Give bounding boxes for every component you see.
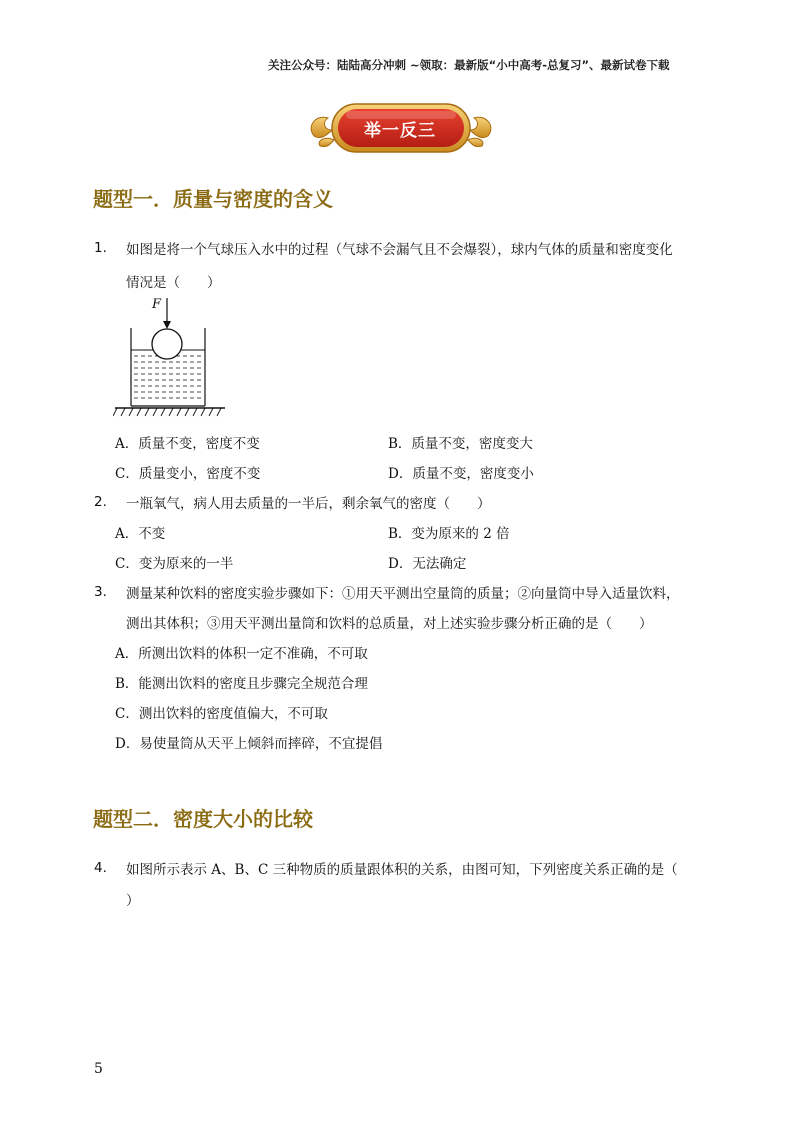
balloon-in-water-figure — [113, 294, 229, 422]
question-3-line-1: 测量某种饮料的密度实验步骤如下：①用天平测出空量筒的质量；②向量筒中导入适量饮料， — [126, 586, 680, 602]
water-hatching — [134, 356, 203, 398]
question-1-line-2: 情况是（ ） — [126, 275, 221, 291]
question-4-number: 4. — [94, 860, 107, 876]
section-title-2: 题型二．密度大小的比较 — [93, 807, 313, 831]
header-promo-note: 关注公众号：陆陆高分冲刺 ~领取：最新版“小中高考-总复习”、最新试卷下载 — [268, 58, 670, 72]
question-3-line-2: 测出其体积；③用天平测出量筒和饮料的总质量，对上述实验步骤分析正确的是（ ） — [126, 616, 653, 632]
banner-title: 举一反三 — [364, 121, 436, 141]
question-2-option-b: B．变为原来的 2 倍 — [388, 526, 510, 542]
question-2-option-c: C．变为原来的一半 — [115, 556, 234, 572]
question-2-number: 2. — [94, 494, 107, 510]
question-2-option-a: A．不变 — [115, 526, 166, 542]
question-1-line-1: 如图是将一个气球压入水中的过程（气球不会漏气且不会爆裂），球内气体的质量和密度变化 — [126, 242, 673, 258]
question-3-option-b: B．能测出饮料的密度且步骤完全规范合理 — [115, 676, 368, 692]
question-1-number: 1. — [94, 240, 107, 256]
question-1-option-c: C．质量变小，密度不变 — [115, 466, 261, 482]
question-3-option-c: C．测出饮料的密度值偏大，不可取 — [115, 706, 328, 722]
section-title-1: 题型一．质量与密度的含义 — [93, 187, 333, 211]
question-4-line-2: ） — [126, 893, 140, 909]
force-label-f: F — [152, 297, 162, 312]
question-2-option-d: D．无法确定 — [388, 556, 467, 572]
question-1-option-b: B．质量不变，密度变大 — [388, 436, 533, 452]
question-1-option-d: D．质量不变，密度变小 — [388, 466, 534, 482]
ground-hatching — [113, 408, 221, 416]
question-1-option-a: A．质量不变，密度不变 — [115, 436, 260, 452]
question-4-line-1: 如图所示表示 A、B、C 三种物质的质量跟体积的关系，由图可知，下列密度关系正确的是（ — [126, 862, 678, 878]
force-arrow-head — [163, 321, 171, 329]
question-3-option-d: D．易使量筒从天平上倾斜而摔碎，不宜提倡 — [115, 736, 383, 752]
page-number: 5 — [94, 1061, 103, 1077]
balloon — [152, 329, 182, 359]
question-3-number: 3. — [94, 584, 107, 600]
question-2-line-1: 一瓶氧气，病人用去质量的一半后，剩余氧气的密度（ ） — [126, 496, 491, 512]
question-3-option-a: A．所测出饮料的体积一定不准确，不可取 — [115, 646, 368, 662]
